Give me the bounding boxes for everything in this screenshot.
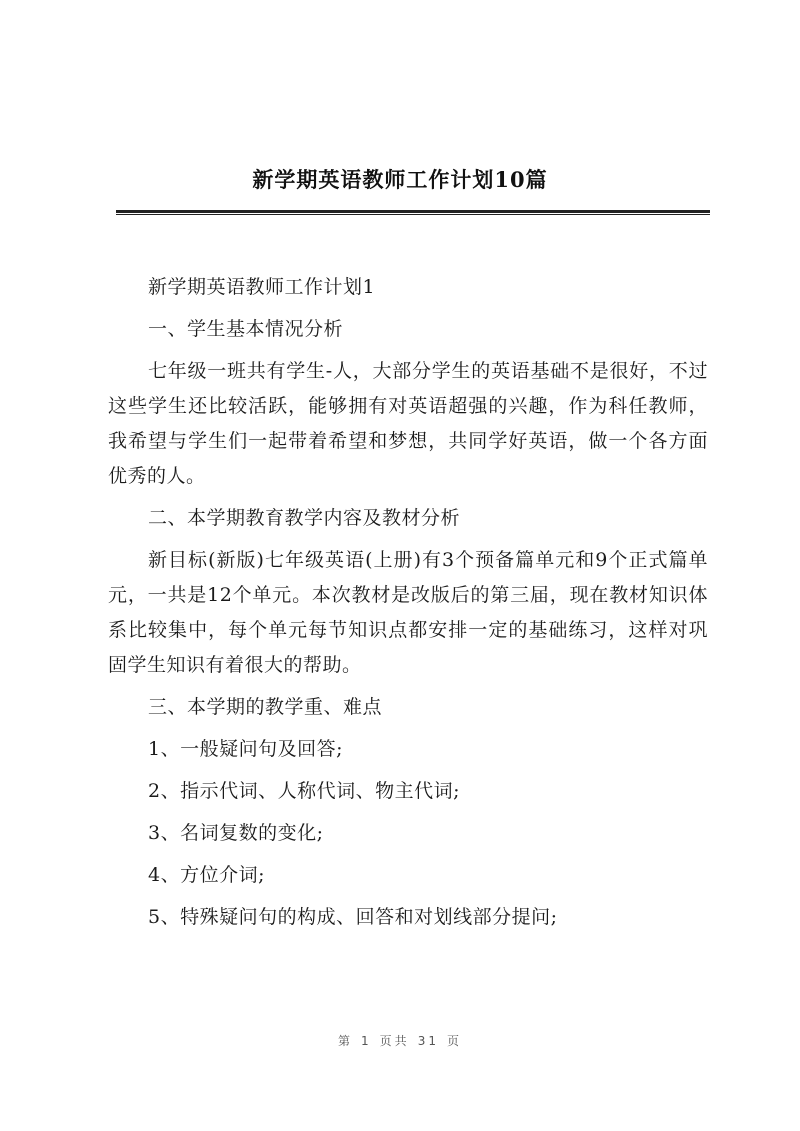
footer-middle: 页共	[379, 1034, 410, 1048]
body-paragraph: 七年级一班共有学生-人，大部分学生的英语基础不是很好，不过这些学生还比较活跃，能够拥有对英语超强的兴趣，作为科任教师，我希望与学生们一起带着希望和梦想，共同学好英语，做一个各方面优秀的人。	[108, 360, 708, 487]
document-body	[108, 270, 708, 942]
list-item: 1、一般疑问句及回答;	[148, 738, 343, 760]
title-divider	[116, 210, 710, 215]
subsection-heading: 三、本学期的教学重、难点	[148, 696, 383, 718]
footer-suffix: 页	[446, 1034, 462, 1048]
section-heading: 新学期英语教师工作计划1	[148, 276, 376, 298]
page-title: 新学期英语教师工作计划10篇	[252, 167, 548, 192]
list-item: 3、名词复数的变化;	[148, 822, 324, 844]
list-item: 4、方位介词;	[148, 864, 265, 886]
footer-prefix: 第	[338, 1034, 354, 1048]
subsection-heading: 一、学生基本情况分析	[148, 318, 344, 340]
page-footer	[0, 1032, 800, 1049]
body-paragraph: 新目标(新版)七年级英语(上册)有3个预备篇单元和9个正式篇单元，一共是12个单元。本次教材是改版后的第三届，现在教材知识体系比较集中，每个单元每节知识点都安排一定的基础练习，这样对巩固学生知识有着很大的帮助。	[108, 549, 708, 676]
subsection-heading: 二、本学期教育教学内容及教材分析	[148, 507, 461, 529]
footer-total-pages: 31	[417, 1034, 439, 1048]
list-item: 5、特殊疑问句的构成、回答和对划线部分提问;	[148, 906, 558, 928]
list-item: 2、指示代词、人称代词、物主代词;	[148, 780, 460, 802]
footer-page-number: 1	[361, 1034, 372, 1048]
